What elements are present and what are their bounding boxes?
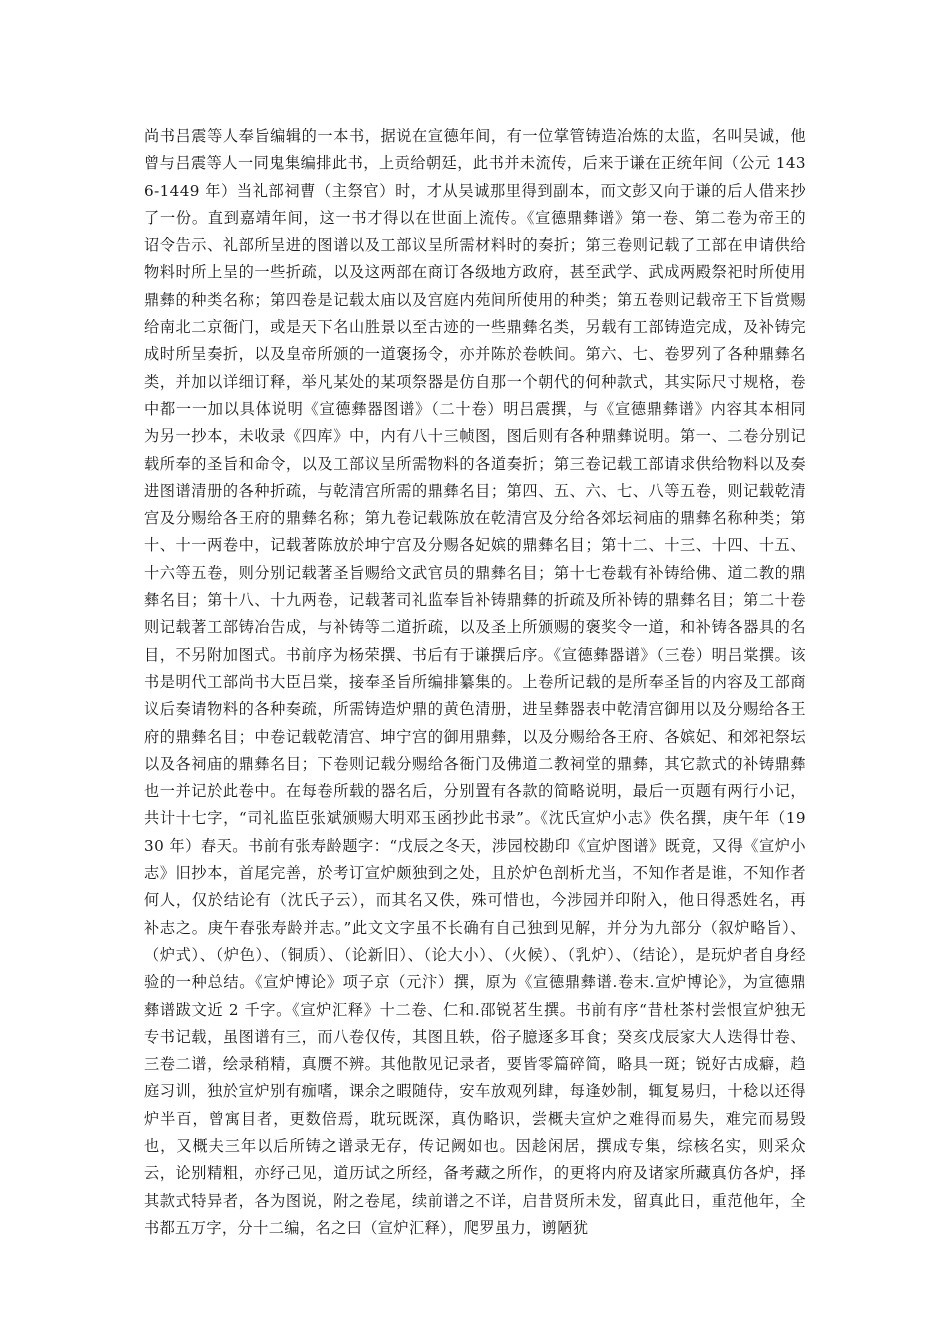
body-paragraph: 尚书吕震等人奉旨编辑的一本书，据说在宣德年间，有一位掌管铸造冶炼的太监，名叫吴诚，他曾与吕震等人一同鬼集编排此书，上贡给朝廷，此书并未流传，后来于谦在正统年间（公元 1436-1449 年）当礼部祠曹（主祭官）时，才从吴诚那里得到副本，而文彭又向于谦的后人借来抄了一份。直到嘉靖年间，这一书才得以在世面上流传。《宣德鼎彝谱》第一卷、第二卷为帝王的诏令告示、礼部所呈进的图谱以及工部议呈所需材料时的奏折；第三卷则记载了工部在申请供给物料时所上呈的一些折疏，以及这两部在商订各级地方政府，甚至武学、武成两殿祭祀时所使用鼎彝的种类名称；第四卷是记载太庙以及宫庭内苑间所使用的种类；第五卷则记载帝王下旨赏赐给南北二京衙门，或是天下名山胜景以至古迹的一些鼎彝名类，另载有工部铸造完成，及补铸完成时所呈奏折，以及皇帝所颁的一道褒扬令，亦并陈於卷帙间。第六、七、卷罗列了各种鼎彝名类，并加以详细订释，举凡某处的某项祭器是仿自那一个朝代的何种款式，其实际尺寸规格，卷中都一一加以具体说明《宣德彝器图谱》（二十卷）明吕震撰，与《宣德鼎彝谱》内容其本相同为另一抄本，未收录《四库》中，内有八十三帧图，图后则有各种鼎彝说明。第一、二卷分别记载所奉的圣旨和命令，以及工部议呈所需物料的各道奏折；第三卷记载工部请求供给物料以及奏进图谱清册的各种折疏，与乾清宫所需的鼎彝名目；第四、五、六、七、八等五卷，则记载乾清宫及分赐给各王府的鼎彝名称；第九卷记载陈放在乾清宫及分给各郊坛祠庙的鼎彝名称种类；第十、十一两卷中，记载著陈放於坤宁宫及分赐各妃嫔的鼎彝名目；第十二、十三、十四、十五、十六等五卷，则分别记载著圣旨赐给文武官员的鼎彝名目；第十七卷载有补铸给佛、道二教的鼎彝名目；第十八、十九两卷，记载著司礼监奉旨补铸鼎彝的折疏及所补铸的鼎彝名目；第二十卷则记载著工部铸冶告成，与补铸等二道折疏，以及圣上所颁赐的褒奖令一道，和补铸各器具的名目，不另附加图式。书前序为杨荣撰、书后有于谦撰后序。《宣德彝器谱》（三卷）明吕棠撰。该书是明代工部尚书大臣吕棠，接奉圣旨所编排纂集的。上卷所记载的是所奉圣旨的内容及工部商议后奏请物料的各种奏疏，所需铸造炉鼎的黄色清册，进呈彝器表中乾清宫御用以及分赐给各王府的鼎彝名目；中卷记载乾清宫、坤宁宫的御用鼎彝，以及分赐给各王府、各嫔妃、和郊祀祭坛以及各祠庙的鼎彝名目；下卷则记载分赐给各衙门及佛道二教祠堂的鼎彝，其它款式的补铸鼎彝也一并记於此卷中。在每卷所载的器名后，分别置有各款的简略说明，最后一页题有两行小记，共计十七字，“司礼监臣张斌颁赐大明邓玉函抄此书录”。《沈氏宣炉小志》佚名撰，庚午年（1930 年）春天。书前有张寿龄题字：“戊辰之冬天，涉园校勘印《宣炉图谱》既竟，又得《宣炉小志》旧抄本，首尾完善，於考订宣炉颇独到之处，且於炉色剖析尤当，不知作者是谁，不知作者何人，仅於结论有（沈氏子云），而其名又佚，殊可惜也，今涉园并印附入，他日得悉姓名，再补志之。庚午春张寿龄并志。”此文文字虽不长确有自己独到见解，并分为九部分（叙炉略旨）、（炉式）、（炉色）、（铜质）、（论新旧）、（论大小）、（火候）、（乳炉）、（结论），是玩炉者自身经验的一种总结。《宣炉博论》项子京（元汴）撰，原为《宣德鼎彝谱.卷末.宣炉博论》，为宣德鼎彝谱跋文近 2 千字。《宣炉汇释》十二卷、仁和.邵锐茗生撰。书前有序“昔杜茶村尝恨宣炉独无专书记载，虽图谱有三，而八卷仅传，其图且轶，俗子臆逐多耳食；癸亥戊辰家大人迭得廿卷、三卷二谱，绘录稍精，真赝不辨。其他散见记录者，要皆零篇碎简，略具一斑；锐好古成癖，趋庭习训，独於宣炉别有痂嗜，课余之暇随侍，安车放观列肆，每逢妙制，辄复易归，十稔以还得炉半百，曾寓目者，更数倍焉，耽玩既深，真伪略识，尝概夫宣炉之难得而易失，难完而易毁也，又概夫三年以后所铸之谱录无存，传记阙如也。因趁闲居，撰成专集，综核名实，则采众云，论别精粗，亦纾己见，道历试之所经，备考藏之所作，的更将内府及诸家所藏真仿各炉，择其款式特异者，各为图说，附之卷尾，续前谱之不详，启昔贤所未发，留真此日，重范他年，全书都五万字，分十二编，名之曰（宣炉汇释），爬罗虽力，谫陋犹 [144,127,806,1237]
